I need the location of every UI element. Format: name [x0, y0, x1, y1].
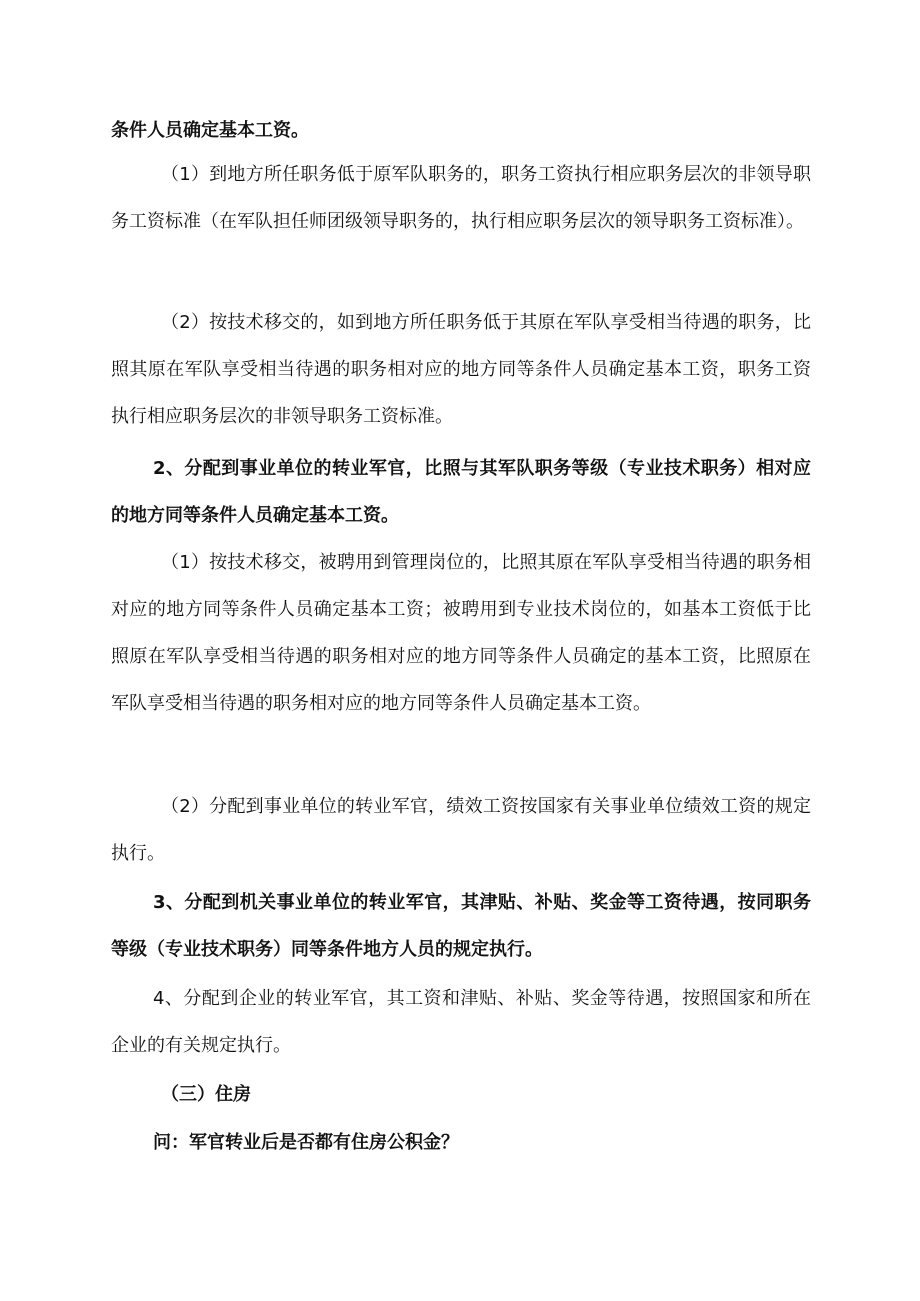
paragraph-heading-4: 4、分配到企业的转业军官，其工资和津贴、补贴、奖金等待遇，按照国家和所在企业的有关规定执行。: [111, 988, 811, 1056]
paragraph-item-1-2: （2）按技术移交的，如到地方所任职务低于其原在军队享受相当待遇的职务，比照其原在军队享受相当待遇的职务相对应的地方同等条件人员确定基本工资，职务工资执行相应职务层次的非领导职务工资标准。: [111, 312, 811, 427]
paragraph-item-2-1: （1）按技术移交，被聘用到管理岗位的，比照其原在军队享受相当待遇的职务相对应的地方同等条件人员确定基本工资；被聘用到专业技术岗位的，如基本工资低于比照原在军队享受相当待遇的职务相对应的地方同等条件人员确定的基本工资，比照原在军队享受相当待遇的职务相对应的地方同等条件人员确定基本工资。: [111, 552, 811, 714]
paragraph-heading-2: 2、分配到事业单位的转业军官，比照与其军队职务等级（专业技术职务）相对应的地方同等条件人员确定基本工资。: [111, 458, 811, 526]
section-heading-housing: （三）住房: [161, 1084, 251, 1105]
question-heading: 问：军官转业后是否都有住房公积金？: [153, 1132, 459, 1153]
paragraph-continuation: 条件人员确定基本工资。: [111, 120, 309, 141]
paragraph-item-2-2: （2）分配到事业单位的转业军官，绩效工资按国家有关事业单位绩效工资的规定执行。: [111, 796, 811, 864]
paragraph-heading-3: 3、分配到机关事业单位的转业军官，其津贴、补贴、奖金等工资待遇，按同职务等级（专业技术职务）同等条件地方人员的规定执行。: [111, 892, 811, 960]
paragraph-item-1-1: （1）到地方所任职务低于原军队职务的，职务工资执行相应职务层次的非领导职务工资标准（在军队担任师团级领导职务的，执行相应职务层次的领导职务工资标准）。: [111, 164, 811, 232]
